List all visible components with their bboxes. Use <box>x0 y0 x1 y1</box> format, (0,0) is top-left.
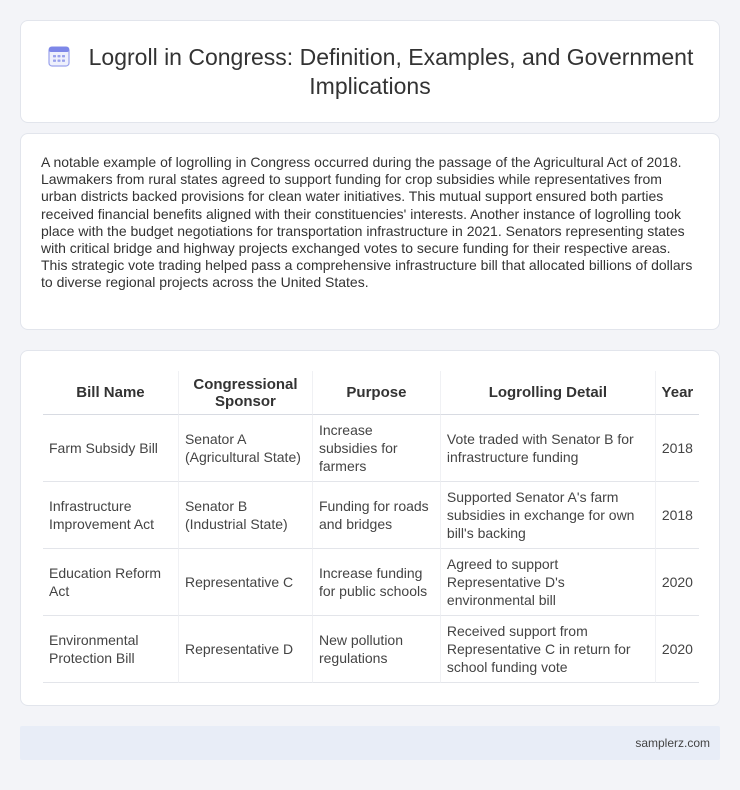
title-card <box>20 20 720 123</box>
cell-detail: Supported Senator A's farm subsidies in exchange for own bill's backing <box>440 482 655 549</box>
cell-bill-name: Environmental Protection Bill <box>43 616 178 683</box>
cell-purpose: Funding for roads and bridges <box>312 482 440 549</box>
cell-detail: Vote traded with Senator B for infrastructure funding <box>440 415 655 482</box>
header-bill-name: Bill Name <box>43 371 178 415</box>
logrolling-table <box>43 371 699 683</box>
cell-purpose: Increase funding for public schools <box>312 549 440 616</box>
header-purpose: Purpose <box>312 371 440 415</box>
cell-purpose: New pollution regulations <box>312 616 440 683</box>
table-row <box>43 616 699 683</box>
article-card <box>20 133 720 330</box>
cell-detail: Received support from Representative C in return for school funding vote <box>440 616 655 683</box>
header-congressional-sponsor: Congressional Sponsor <box>178 371 312 415</box>
header-logrolling-detail: Logrolling Detail <box>440 371 655 415</box>
cell-purpose: Increase subsidies for farmers <box>312 415 440 482</box>
table-row <box>43 415 699 482</box>
cell-bill-name: Infrastructure Improvement Act <box>43 482 178 549</box>
page-title: Logroll in Congress: Definition, Examples, and Government Implications <box>88 44 694 99</box>
article-paragraph: A notable example of logrolling in Congress occurred during the passage of the Agricultural Act of 2018. Lawmakers from rural states agreed to support funding for crop subsidies while representatives from urban districts backed provisions for clean water initiatives. This mutual support ensured both parties received financial benefits aligned with their constituencies' interests. Another instance of logrolling took place with the budget negotiations for transportation infrastructure in 2021. Senators representing states with critical bridge and highway projects exchanged votes to secure funding for their respective areas. This strategic vote trading helped pass a comprehensive infrastructure bill that allocated billions of dollars to diverse regional projects across the United States. <box>41 154 693 291</box>
cell-year: 2020 <box>655 616 699 683</box>
cell-sponsor: Senator A (Agricultural State) <box>178 415 312 482</box>
cell-year: 2018 <box>655 415 699 482</box>
cell-bill-name: Education Reform Act <box>43 549 178 616</box>
footer-site-link[interactable]: samplerz.com <box>635 736 710 750</box>
table-row <box>43 482 699 549</box>
cell-sponsor: Representative D <box>178 616 312 683</box>
cell-year: 2018 <box>655 482 699 549</box>
table-header-row <box>43 371 699 415</box>
cell-sponsor: Senator B (Industrial State) <box>178 482 312 549</box>
table-card <box>20 350 720 706</box>
header-year: Year <box>655 371 699 415</box>
footer-bar <box>20 726 720 760</box>
cell-detail: Agreed to support Representative D's environmental bill <box>440 549 655 616</box>
cell-year: 2020 <box>655 549 699 616</box>
cell-bill-name: Farm Subsidy Bill <box>43 415 178 482</box>
calendar-icon <box>47 44 71 68</box>
table-row <box>43 549 699 616</box>
cell-sponsor: Representative C <box>178 549 312 616</box>
page-title-wrap <box>21 43 719 101</box>
